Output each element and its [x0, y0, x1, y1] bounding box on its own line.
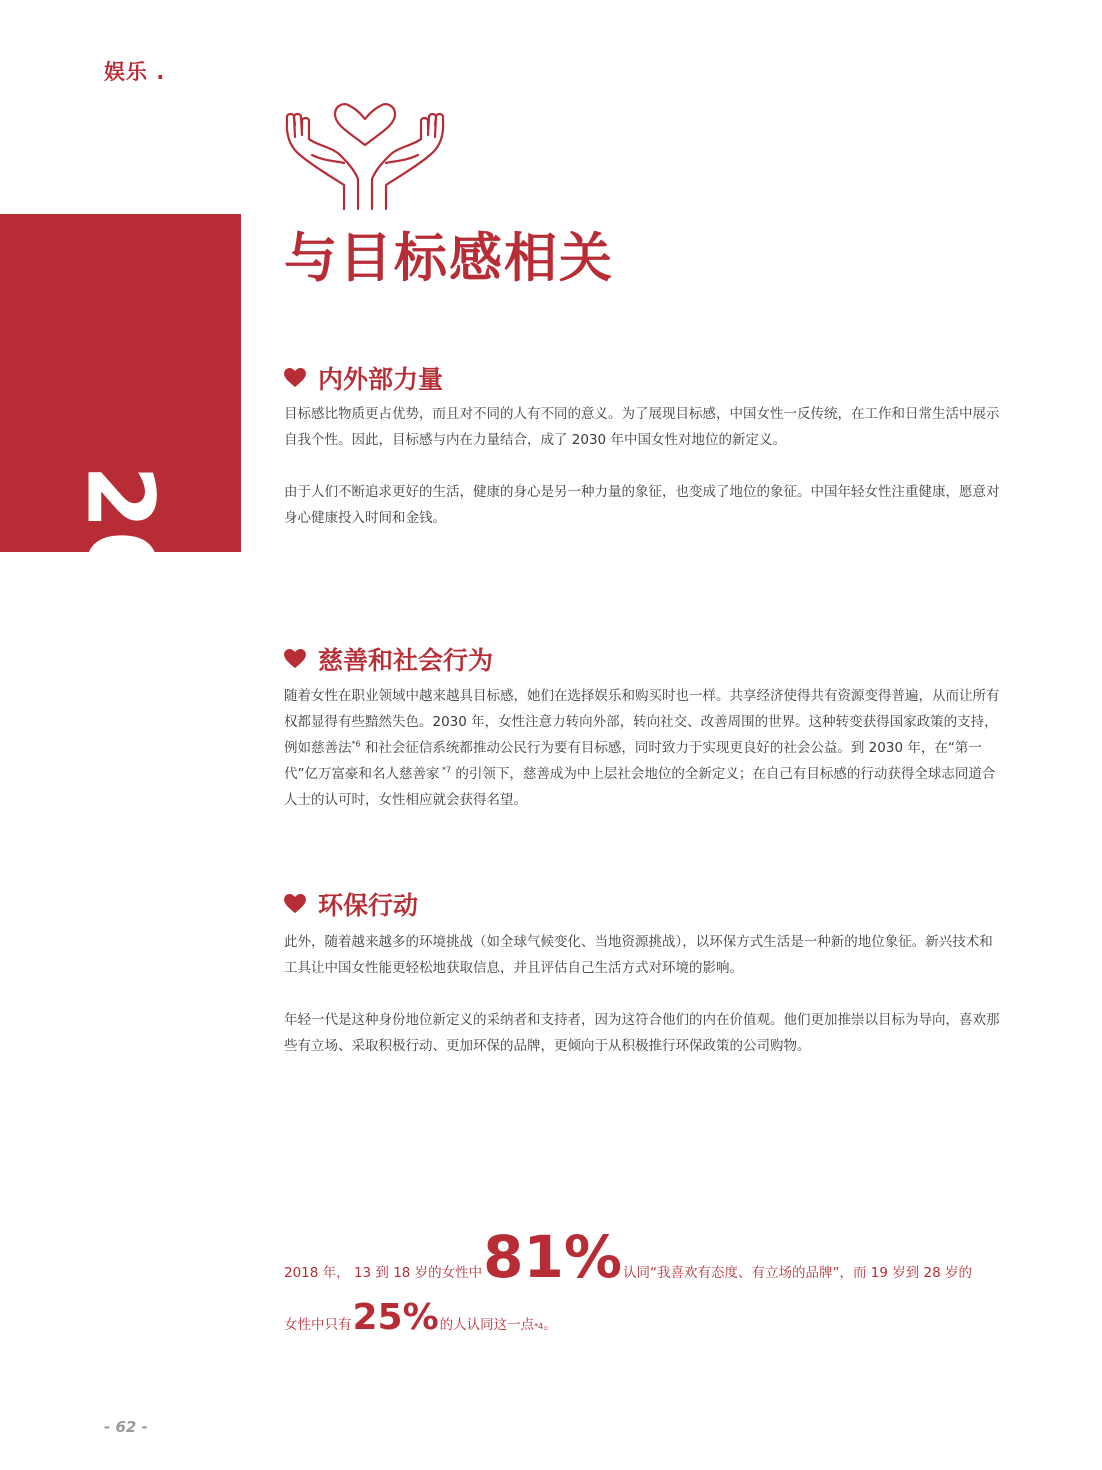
- year-sidebar-block: [0, 214, 241, 730]
- section-tag: 娱乐 .: [104, 60, 166, 84]
- stat-text: 的人认同这一点: [439, 1317, 535, 1333]
- paragraph: 此外，随着越来越多的环境挑战（如全球气候变化、当地资源挑战），以环保方式生活是一种新的地位象征。新兴技术和工具让中国女性能更轻松地获取信息，并且评估自己生活方式对环境的影响。: [284, 934, 993, 976]
- hands-holding-heart-icon: [284, 103, 446, 213]
- section-heading-text: 慈善和社会行为: [318, 646, 494, 675]
- paragraph-text: 的引领下，慈善成为中上层社会地位的全新定义；在自己有目标感的行动获得全球志同道合人士的认可时，女性相应就会获得名望。: [284, 766, 996, 808]
- section-heading-text: 内外部力量: [318, 365, 444, 394]
- stat-callout-line-1: [284, 1223, 973, 1291]
- section-heading-inner-outer-strength: [284, 360, 443, 396]
- heart-icon: [284, 368, 306, 388]
- section-heading-environmental-action: [284, 886, 418, 922]
- stat-text: 。: [543, 1317, 557, 1333]
- heart-icon: [284, 649, 306, 669]
- paragraph: 年轻一代是这种身份地位新定义的采纳者和支持者，因为这符合他们的内在价值观。他们更加推崇以目标为导向，喜欢那些有立场、采取积极行动、更加环保的品牌，更倾向于从积极推行环保政策的公司购物。: [284, 1012, 1000, 1054]
- paragraph: [284, 683, 1000, 813]
- section-heading-philanthropy: [284, 641, 493, 677]
- stat-text: 女性中只有: [284, 1317, 352, 1333]
- stat-text: 认同“我喜欢有态度、有立场的品牌”，而 19 岁到 28 岁的: [623, 1265, 973, 1281]
- stat-callout-line-2: 女性中只有 25% 的人认同这一点 *4 。: [284, 1297, 557, 1338]
- footnote-ref: *7: [439, 765, 452, 775]
- paragraph-text: 随着女性在职业领域中越来越具目标感，她们在选择娱乐和购买时也一样。共享经济使得共有资源变得普遍，从而让所有权都显得有些黯然失色。2030 年，女性注意力转向外部，转向社交、改善周围的世界。这种转变获得国家政策的支持，例如慈善法: [284, 688, 1000, 756]
- stat-percent-81: 81%: [483, 1223, 622, 1291]
- page-number: - 62 -: [104, 1418, 148, 1436]
- paragraph: 目标感比物质更占优势，而且对不同的人有不同的意义。为了展现目标感，中国女性一反传统，在工作和日常生活中展示自我个性。因此，目标感与内在力量结合，成了 2030 年中国女性对地位的新定义。: [284, 406, 1000, 448]
- year-label: 2030: [66, 464, 174, 730]
- stat-percent-25: 25%: [352, 1297, 439, 1338]
- footnote-ref: *6: [351, 739, 361, 749]
- heart-icon: [284, 894, 306, 914]
- paragraph-text: 和社会征信系统都推动公民行为要有目标感，同时致力于实现更良好的社会公益。到 2030 年，在“第一代”亿万富豪和名人慈善家: [284, 740, 982, 782]
- section-heading-text: 环保行动: [318, 891, 419, 920]
- paragraph: 由于人们不断追求更好的生活，健康的身心是另一种力量的象征，也变成了地位的象征。中国年轻女性注重健康，愿意对身心健康投入时间和金钱。: [284, 484, 1000, 526]
- stat-text: 2018 年， 13 到 18 岁的女性中: [284, 1265, 483, 1281]
- page-title: 与目标感相关: [284, 228, 614, 289]
